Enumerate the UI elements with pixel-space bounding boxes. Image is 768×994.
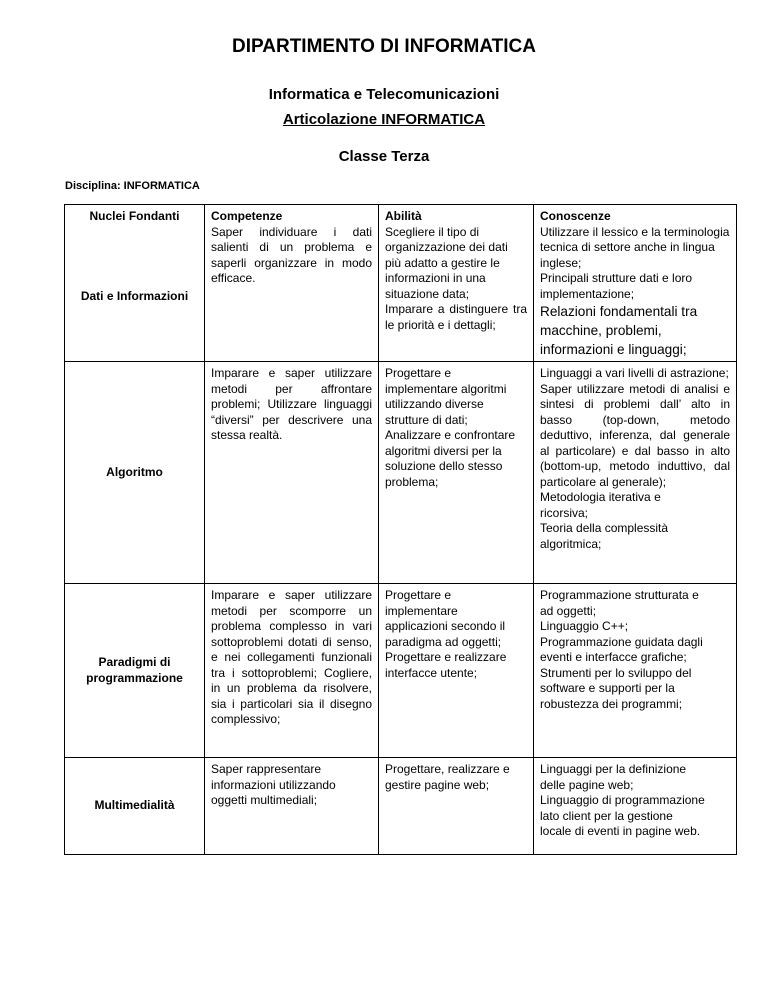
table-row: [65, 758, 737, 855]
header-conoscenze: Conoscenze: [540, 209, 611, 223]
conoscenze-text-large: Relazioni fondamentali tra macchine, problemi, informazioni e linguaggi;: [540, 304, 698, 357]
abilita-cell: [379, 205, 534, 362]
conoscenze-cell: [534, 758, 737, 855]
curriculum-table-wrapper: [64, 204, 736, 845]
nucleus-label: Algoritmo: [106, 464, 163, 479]
competenze-text: Imparare e saper utilizzare metodi per scomporre un problema complesso in vari sottoproblemi dotati di senso, e nei collegamenti funzionali tra i sottoproblemi; Cogliere, in un problema da risolvere, sia i particolari sia il disegno complessivo;: [211, 588, 372, 726]
abilita-cell: [379, 758, 534, 855]
competenze-text: Saper individuare i dati salienti di un problema e saperli organizzare in modo efficace.: [211, 224, 372, 285]
abilita-cell: [379, 584, 534, 758]
curriculum-table: [64, 204, 737, 855]
abilita-cell: [379, 362, 534, 584]
competenze-text: Saper rappresentare informazioni utilizzando oggetti multimediali;: [211, 762, 336, 807]
conoscenze-cell: [534, 584, 737, 758]
table-row: [65, 584, 737, 758]
course-title: Informatica e Telecomunicazioni: [268, 86, 500, 103]
abilita-text: Scegliere il tipo di organizzazione dei dati più adatto a gestire le informazioni in una situazione data;: [385, 224, 508, 301]
discipline-label: Disciplina: INFORMATICA: [65, 180, 200, 192]
header-nuclei: Nuclei Fondanti: [89, 209, 180, 223]
abilita-text: Progettare, realizzare e gestire pagine web;: [385, 762, 510, 792]
competenze-text: Imparare e saper utilizzare metodi per affrontare problemi; Utilizzare linguaggi “diversi” per descrivere una stessa realtà.: [211, 366, 372, 442]
nucleus-label: Paradigmi di programmazione: [86, 655, 183, 685]
conoscenze-cell: [534, 205, 737, 362]
conoscenze-text: Programmazione strutturata e ad oggetti; Linguaggio C++; Programmazione guidata dagli eventi e interfacce grafiche; Strumenti per lo sviluppo del software e supporti per la robustezza dei programmi;: [540, 588, 703, 711]
abilita-text: Progettare e implementare algoritmi utilizzando diverse strutture di dati; Analizzare e confrontare algoritmi diversi per la soluzione dello stesso problema;: [385, 366, 516, 489]
department-title: DIPARTIMENTO DI INFORMATICA: [232, 36, 536, 57]
nucleus-label: Multimedialità: [94, 798, 175, 813]
nucleus-cell: [65, 362, 205, 584]
articulation-title: Articolazione INFORMATICA: [282, 111, 486, 128]
competenze-cell: [205, 205, 379, 362]
conoscenze-cell: [534, 362, 737, 584]
nucleus-cell: [65, 584, 205, 758]
abilita-text-2: Imparare a distinguere tra le priorità e i dettagli;: [385, 302, 527, 332]
abilita-text: Progettare e implementare applicazioni secondo il paradigma ad oggetti; Progettare e realizzare interfacce utente;: [385, 588, 507, 680]
competenze-cell: [205, 584, 379, 758]
table-row: [65, 205, 737, 362]
nucleus-label: Dati e Informazioni: [80, 289, 189, 303]
conoscenze-text: Linguaggi per la definizione delle pagine web; Linguaggio di programmazione lato client per la gestione locale di eventi in pagine web.: [540, 762, 705, 838]
competenze-cell: [205, 758, 379, 855]
conoscenze-text: Linguaggi a vari livelli di astrazione;: [540, 366, 729, 380]
conoscenze-text-2: Saper utilizzare metodi di analisi e sintesi di problemi dall’ alto in basso (top-down, metodo deduttivo, inferenza, dal generale al particolare) e dal basso in alto (bottom-up, metodo induttivo, dal particolare al generale);: [540, 381, 730, 489]
class-title: Classe Terza: [338, 148, 430, 165]
nucleus-cell: [65, 758, 205, 855]
conoscenze-text: Utilizzare il lessico e la terminologia tecnica di settore anche in lingua inglese; Principali strutture dati e loro implementazione;: [540, 224, 730, 301]
conoscenze-text-3: Metodologia iterativa e ricorsiva; Teoria della complessità algoritmica;: [540, 490, 669, 551]
competenze-cell: [205, 362, 379, 584]
header-abilita: Abilità: [385, 209, 422, 223]
nucleus-cell: [65, 205, 205, 362]
header-competenze: Competenze: [211, 209, 283, 223]
table-row: [65, 362, 737, 584]
